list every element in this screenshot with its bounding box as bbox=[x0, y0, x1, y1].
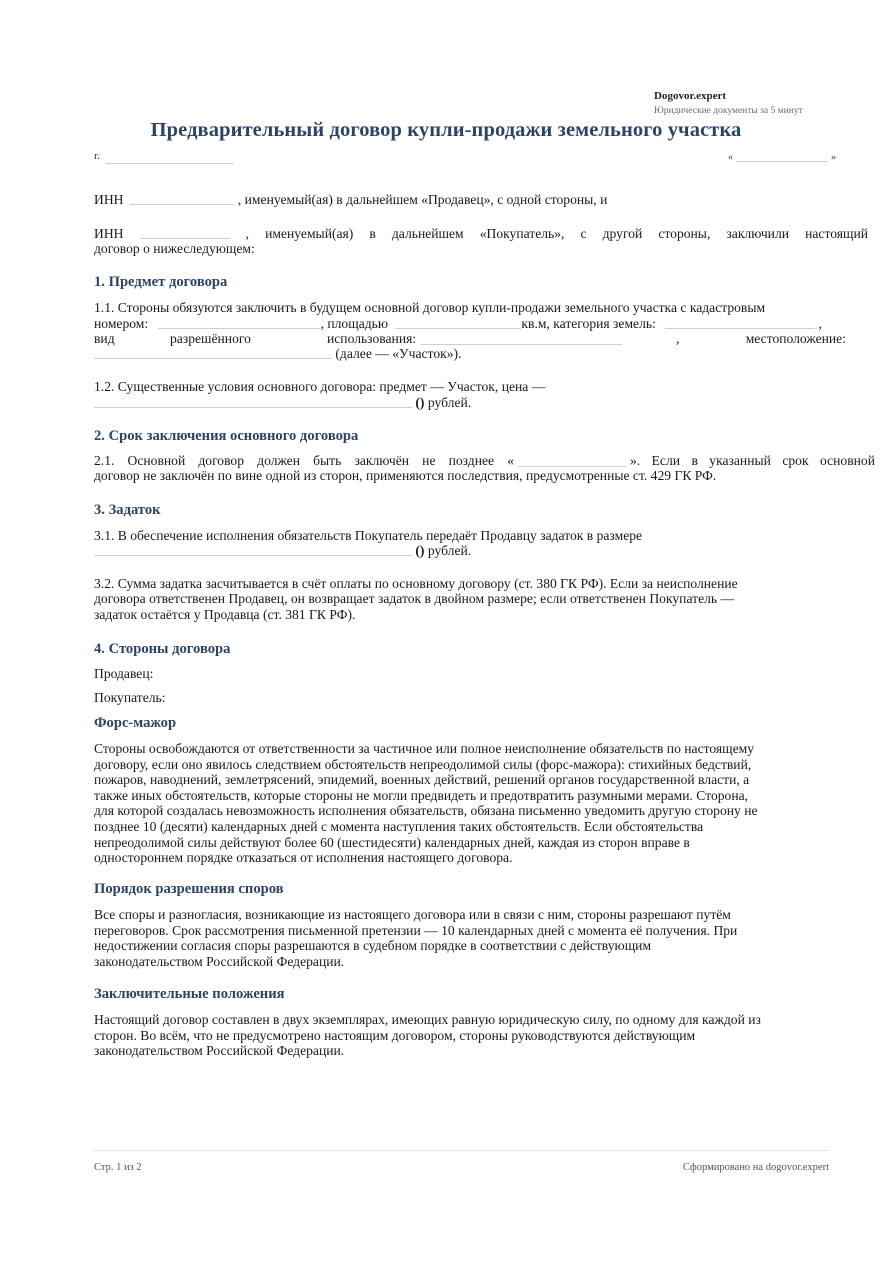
clause-1-2-line-1: 1.2. Существенные условия основного договора: предмет — Участок, цена — bbox=[94, 379, 546, 394]
disputes-line: законодательством Российской Федерации. bbox=[94, 953, 345, 969]
fm-line: непреодолимой силы действуют более 60 (шестидесяти) календарных дней, каждая из сторон вправе в bbox=[94, 834, 690, 850]
final-line: сторон. Во всём, что не предусмотрено настоящим договором, стороны руководствуются действующим bbox=[94, 1027, 696, 1043]
fm-line: позднее 10 (десяти) календарных дней с момента наступления таких обстоятельств. Если обстоятельства bbox=[94, 818, 704, 834]
city-blank[interactable] bbox=[106, 163, 234, 164]
disputes-line: недостижении согласия споры разрешаются в судебном порядке в соответствии с действующим bbox=[94, 938, 652, 954]
use-type-label: вид bbox=[94, 331, 115, 346]
comma: , bbox=[676, 331, 680, 346]
page-number: Стр. 1 из 2 bbox=[94, 1162, 142, 1173]
area-blank[interactable] bbox=[395, 317, 521, 329]
clause-1-2-line-2 bbox=[94, 395, 868, 411]
fm-line: для которой создалась невозможность исполнения обязательств, обязана письменно уведомить другую сторону не bbox=[94, 803, 758, 819]
clause-3-2-line-3: задаток остаётся у Продавца (ст. 381 ГК РФ). bbox=[94, 607, 356, 622]
area-label: , площадью bbox=[320, 316, 389, 331]
usage-label: использования: bbox=[327, 331, 417, 346]
disputes-line: Все споры и разногласия, возникающие из настоящего договора или в связи с ним, стороны разрешают путём bbox=[94, 907, 731, 922]
final-line: законодательством Российской Федерации. bbox=[94, 1043, 345, 1059]
footer-divider bbox=[94, 1150, 828, 1151]
disputes-paragraph bbox=[94, 907, 874, 969]
section-2-heading: 2. Срок заключения основного договора bbox=[94, 428, 359, 444]
buyer-line-2: договор о нижеследующем: bbox=[94, 241, 255, 256]
clause-1-1-line-3 bbox=[94, 331, 868, 347]
brand-name: Dogovor.expert bbox=[654, 90, 726, 102]
force-majeure-heading: Форс-мажор bbox=[94, 715, 177, 731]
clause-1-1-line-2 bbox=[94, 316, 868, 332]
spacer bbox=[701, 333, 729, 344]
clause-3-2-line-1: 3.2. Сумма задатка засчитывается в счёт оплаты по основному договору (ст. 380 ГК РФ). Если за неисполнение bbox=[94, 576, 738, 591]
force-majeure-paragraph bbox=[94, 741, 874, 866]
deadline-text: 2.1. Основной договор должен быть заключён не позднее « bbox=[94, 453, 514, 468]
seller-inn-blank[interactable] bbox=[130, 193, 234, 205]
final-provisions-heading: Заключительные положения bbox=[94, 986, 285, 1002]
parcel-definition: (далее — «Участок»). bbox=[335, 346, 462, 361]
fm-line: также иных обстоятельств, которые стороны не могли предвидеть и предотвратить разумными мерами. Сторона, bbox=[94, 787, 749, 803]
deadline-date-blank[interactable] bbox=[518, 455, 626, 467]
brand-block bbox=[654, 89, 854, 118]
brand-tagline: Юридические документы за 5 минут bbox=[654, 106, 803, 116]
deposit-words-parens: () bbox=[415, 543, 425, 558]
clause-2-1-line-1 bbox=[94, 453, 875, 469]
deposit-blank[interactable] bbox=[94, 544, 412, 556]
comma: , bbox=[818, 316, 823, 331]
land-category-label: кв.м, категория земель: bbox=[521, 316, 656, 331]
buyer-inn-blank[interactable] bbox=[140, 227, 230, 239]
document-title: Предварительный договор купли-продажи земельного участка bbox=[150, 119, 742, 141]
price-words-parens: () bbox=[415, 395, 425, 410]
date-quote-open: « bbox=[728, 152, 733, 163]
date-field[interactable] bbox=[728, 151, 836, 163]
seller-line bbox=[94, 192, 868, 208]
buyer-line-1 bbox=[94, 226, 868, 242]
date-quote-close: » bbox=[831, 152, 836, 163]
cadastral-number-blank[interactable] bbox=[158, 317, 321, 329]
location-blank[interactable] bbox=[94, 347, 332, 359]
fm-line: одностороннем порядке отказаться от исполнения настоящего договора. bbox=[94, 850, 513, 866]
seller-inn-label: ИНН bbox=[94, 192, 124, 207]
disputes-heading: Порядок разрешения споров bbox=[94, 881, 284, 897]
clause-1-1-line-1: 1.1. Стороны обязуются заключить в будущем основной договор купли-продажи земельного участка с кадастровым bbox=[94, 300, 766, 315]
usage-blank[interactable] bbox=[421, 333, 622, 345]
deposit-currency: рублей. bbox=[424, 543, 472, 558]
section-3-heading: 3. Задаток bbox=[94, 502, 161, 518]
fm-line: пожаров, наводнений, землетрясений, эпидемий, военных действий, решений органов государственной власти, а bbox=[94, 772, 750, 788]
location-label: местоположение: bbox=[745, 331, 846, 346]
clause-3-2-line-2: договора ответственен Продавец, он возвращает задаток в двойном размере; если ответственен Покупатель — bbox=[94, 591, 735, 606]
buyer-party-text: , именуемый(ая) в дальнейшем «Покупатель», с другой стороны, заключили настоящий bbox=[245, 226, 869, 241]
fm-line: Стороны освобождаются от ответственности за частичное или полное неисполнение обязательств по настоящему bbox=[94, 741, 755, 756]
disputes-line: переговоров. Срок рассмотрения письменной претензии — 10 календарных дней с момента её получения. При bbox=[94, 922, 738, 938]
date-blank[interactable] bbox=[736, 161, 828, 162]
seller-signature-label: Продавец: bbox=[94, 666, 154, 681]
price-blank[interactable] bbox=[94, 396, 412, 408]
generated-by: Сформировано на dogovor.expert bbox=[682, 1162, 829, 1173]
clause-2-1-line-2: договор не заключён по вине одной из сторон, применяются последствия, предусмотренные ст. 429 ГК РФ. bbox=[94, 468, 717, 483]
clause-3-1-line-2 bbox=[94, 543, 868, 559]
price-currency: рублей. bbox=[424, 395, 472, 410]
city-prefix: г. bbox=[94, 150, 101, 162]
cadastral-label: номером: bbox=[94, 316, 149, 331]
buyer-inn-label: ИНН bbox=[94, 226, 124, 241]
section-1-heading: 1. Предмет договора bbox=[94, 274, 228, 290]
seller-party-text: , именуемый(ая) в дальнейшем «Продавец», с одной стороны, и bbox=[237, 192, 608, 207]
buyer-signature-label: Покупатель: bbox=[94, 690, 166, 705]
deadline-text-cont: ». Если в указанный срок основной bbox=[630, 453, 875, 468]
fm-line: договору, если оно явилось следствием обстоятельств непреодолимой силы (форс-мажора): стихийных бедствий, bbox=[94, 756, 752, 772]
final-provisions-paragraph bbox=[94, 1012, 874, 1059]
land-category-blank[interactable] bbox=[665, 317, 815, 329]
clause-3-1-line-1: 3.1. В обеспечение исполнения обязательств Покупатель передаёт Продавцу задаток в размере bbox=[94, 528, 643, 543]
section-4-heading: 4. Стороны договора bbox=[94, 641, 231, 657]
clause-1-1-line-4 bbox=[94, 346, 868, 362]
city-date-row bbox=[94, 150, 836, 166]
permitted-label: разрешённого bbox=[170, 331, 251, 346]
final-line: Настоящий договор составлен в двух экземплярах, имеющих равную юридическую силу, по одному для каждой из bbox=[94, 1012, 761, 1027]
